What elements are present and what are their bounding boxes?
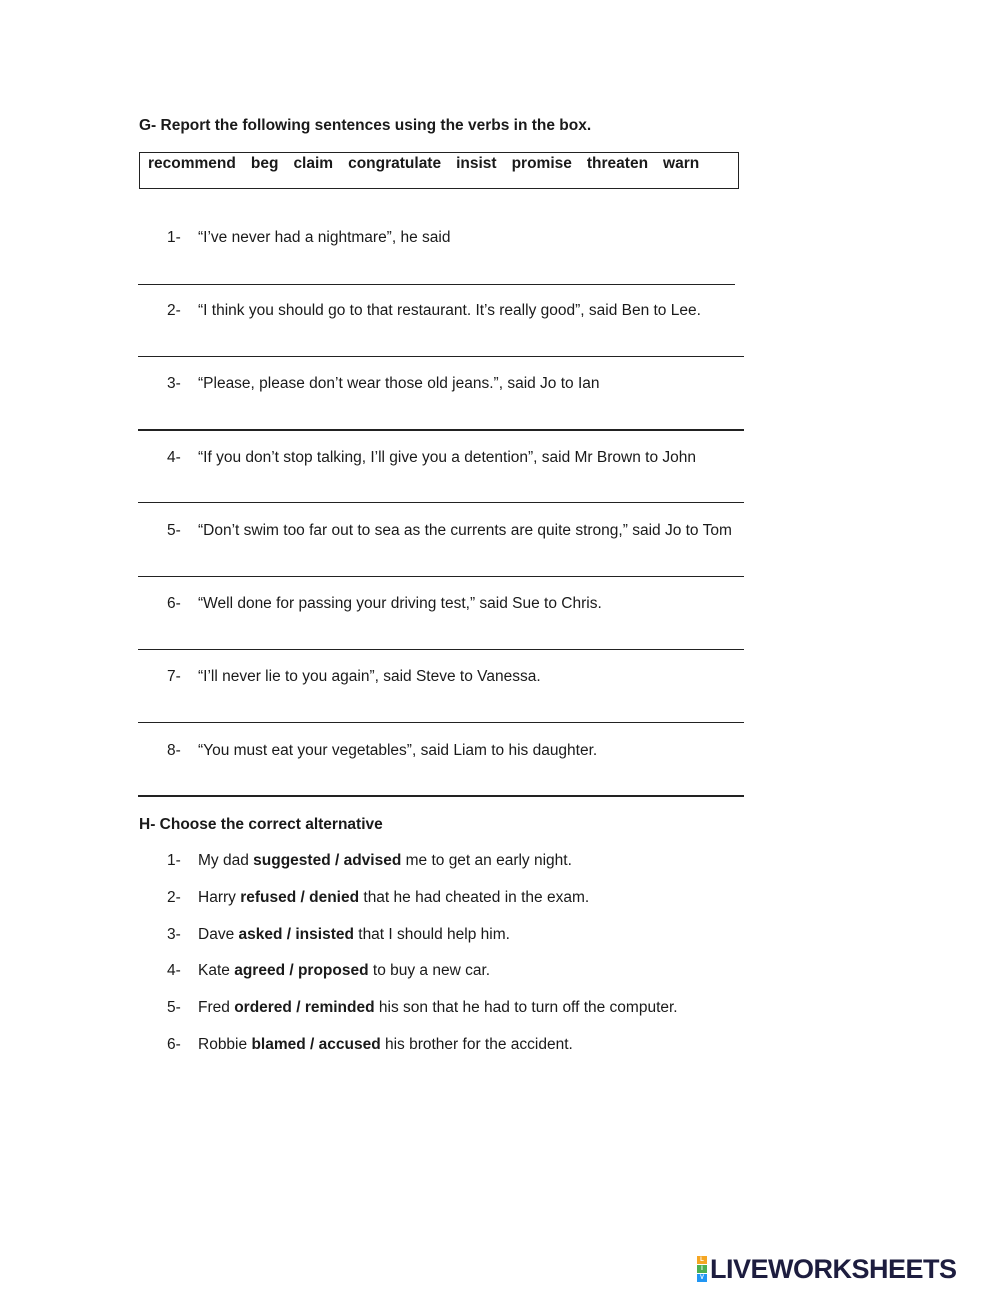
verb-word: promise <box>511 155 572 172</box>
logo-text: LIVEWORKSHEETS <box>710 1253 957 1284</box>
sentence-start: Harry <box>198 889 241 906</box>
sentence-end: that he had cheated in the exam. <box>359 889 590 906</box>
question-text: “Well done for passing your driving test,” said Sue to Chris. <box>198 595 602 612</box>
section-h-heading: H- Choose the correct alternative <box>139 816 383 833</box>
sentence-start: My dad <box>198 852 254 869</box>
answer-line[interactable] <box>138 795 744 797</box>
verb-word: claim <box>293 155 334 172</box>
question-number: 3- <box>167 375 181 392</box>
question-number: 5- <box>167 522 181 539</box>
question-number: 2- <box>167 889 181 906</box>
question-number: 6- <box>167 595 181 612</box>
answer-line[interactable] <box>138 284 735 285</box>
verb-word: warn <box>663 155 700 172</box>
verb-word: insist <box>456 155 497 172</box>
question-number: 5- <box>167 999 181 1016</box>
verb-box <box>139 152 739 189</box>
question-number: 1- <box>167 229 181 246</box>
question-text: “If you don’t stop talking, I’ll give you a detention”, said Mr Brown to John <box>198 449 696 466</box>
sentence-end: to buy a new car. <box>368 962 491 979</box>
question-number: 6- <box>167 1036 181 1053</box>
question-text: “I’ll never lie to you again”, said Steve to Vanessa. <box>198 668 541 685</box>
sentence-end: that I should help him. <box>353 926 510 943</box>
question-number: 4- <box>167 449 181 466</box>
question-text: “I’ve never had a nightmare”, he said <box>198 229 451 246</box>
verb-word: congratulate <box>348 155 442 172</box>
logo-icon-block: L <box>697 1256 707 1264</box>
answer-options[interactable]: agreed / proposed <box>234 962 369 979</box>
sentence-start: Kate <box>198 962 235 979</box>
sentence-start: Fred <box>198 999 235 1016</box>
logo-icon-block: I <box>697 1265 707 1273</box>
answer-options[interactable]: asked / insisted <box>238 926 354 943</box>
answer-options[interactable]: blamed / accused <box>251 1036 381 1053</box>
liveworksheets-logo <box>697 1254 957 1284</box>
question-number: 1- <box>167 852 181 869</box>
answer-line[interactable] <box>138 356 744 357</box>
choice-sentence <box>198 1036 573 1054</box>
question-number: 7- <box>167 668 181 685</box>
choice-sentence <box>198 999 678 1017</box>
question-text: “Don’t swim too far out to sea as the currents are quite strong,” said Jo to Tom <box>198 522 732 539</box>
answer-options[interactable]: refused / denied <box>240 889 360 906</box>
choice-sentence <box>198 889 589 907</box>
question-text: “I think you should go to that restaurant. It’s really good”, said Ben to Lee. <box>198 302 701 319</box>
logo-icon <box>697 1256 707 1283</box>
answer-options[interactable]: suggested / advised <box>253 852 402 869</box>
choice-sentence <box>198 962 490 980</box>
question-number: 4- <box>167 962 181 979</box>
answer-options[interactable]: ordered / reminded <box>234 999 375 1016</box>
answer-line[interactable] <box>138 576 744 577</box>
sentence-start: Dave <box>198 926 239 943</box>
answer-line[interactable] <box>138 429 744 431</box>
sentence-end: his brother for the accident. <box>380 1036 573 1053</box>
verb-word: recommend <box>148 155 236 172</box>
verb-word: threaten <box>586 155 649 172</box>
sentence-end: me to get an early night. <box>401 852 572 869</box>
verb-word: beg <box>250 155 279 172</box>
sentence-end: his son that he had to turn off the computer. <box>374 999 678 1016</box>
question-number: 3- <box>167 926 181 943</box>
sentence-start: Robbie <box>198 1036 252 1053</box>
choice-sentence <box>198 926 510 944</box>
question-number: 2- <box>167 302 181 319</box>
question-text: “You must eat your vegetables”, said Liam to his daughter. <box>198 742 598 759</box>
choice-sentence <box>198 852 572 870</box>
question-text: “Please, please don’t wear those old jeans.”, said Jo to Ian <box>198 375 600 392</box>
answer-line[interactable] <box>138 722 744 723</box>
question-number: 8- <box>167 742 181 759</box>
logo-icon-block: V <box>697 1274 707 1282</box>
answer-line[interactable] <box>138 649 744 650</box>
answer-line[interactable] <box>138 502 744 503</box>
section-g-heading: G- Report the following sentences using the verbs in the box. <box>139 117 592 134</box>
